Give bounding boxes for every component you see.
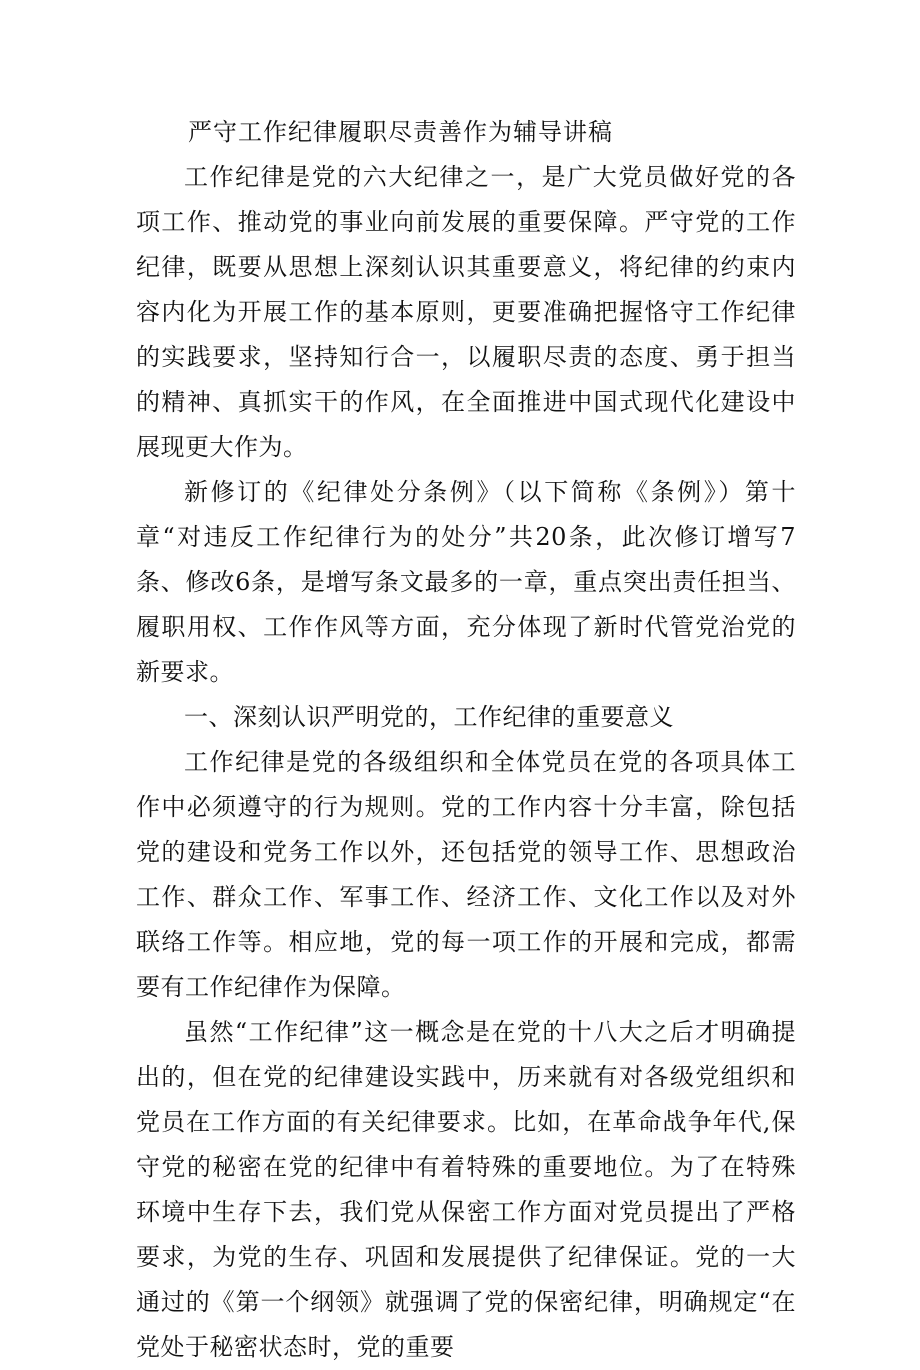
document-title: 严守工作纪律履职尽责善作为辅导讲稿: [188, 118, 613, 146]
document-body: [136, 110, 796, 1370]
paragraph-regulation: 新修订的《纪律处分条例》（以下简称《条例》）第十章“对违反工作纪律行为的处分”共20条，此次修订增写7条、修改6条，是增写条文最多的一章，重点突出责任担当、履职用权、工作作风等方面，充分体现了新时代管党治党的新要求。: [136, 478, 796, 686]
section-heading: 一、深刻认识严明党的，工作纪律的重要意义: [184, 703, 674, 731]
paragraph-intro: 工作纪律是党的六大纪律之一，是广大党员做好党的各项工作、推动党的事业向前发展的重要保障。严守党的工作纪律，既要从思想上深刻认识其重要意义，将纪律的约束内容内化为开展工作的基本原则，更要准确把握恪守工作纪律的实践要求，坚持知行合一，以履职尽责的态度、勇于担当的精神、真抓实干的作风，在全面推进中国式现代化建设中展现更大作为。: [136, 163, 796, 461]
paragraph-history: 虽然“工作纪律”这一概念是在党的十八大之后才明确提出的，但在党的纪律建设实践中，历来就有对各级党组织和党员在工作方面的有关纪律要求。比如，在革命战争年代,保守党的秘密在党的纪律中有着特殊的重要地位。为了在特殊环境中生存下去，我们党从保密工作方面对党员提出了严格要求，为党的生存、巩固和发展提供了纪律保证。党的一大通过的《第一个纲领》就强调了党的保密纪律，明确规定“在党处于秘密状态时，党的重要: [136, 1018, 796, 1361]
paragraph-work-discipline-definition: 工作纪律是党的各级组织和全体党员在党的各项具体工作中必须遵守的行为规则。党的工作内容十分丰富，除包括党的建设和党务工作以外，还包括党的领导工作、思想政治工作、群众工作、军事工作、经济工作、文化工作以及对外联络工作等。相应地，党的每一项工作的开展和完成，都需要有工作纪律作为保障。: [136, 748, 796, 1001]
